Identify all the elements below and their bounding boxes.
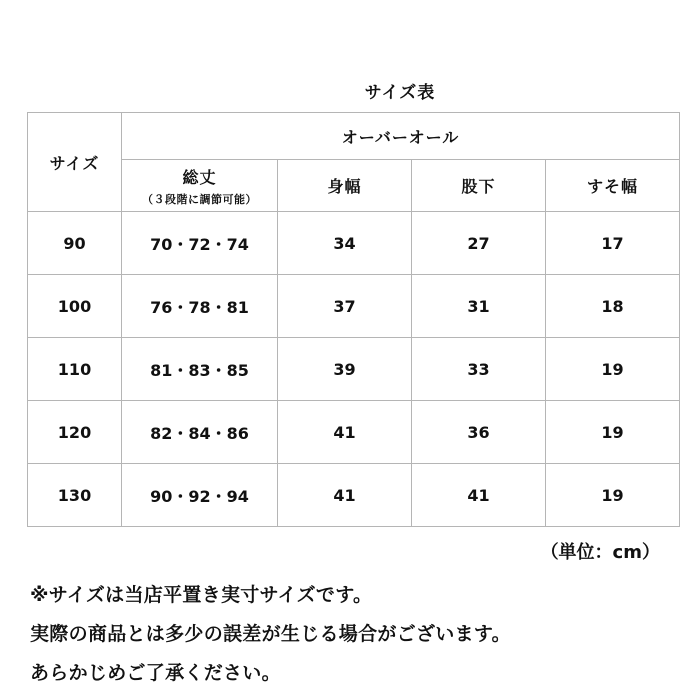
cell-inseam: 27: [412, 212, 546, 275]
table-title: サイズ表: [364, 83, 436, 103]
overall-group-header: オーバーオール: [122, 113, 680, 160]
notes-block: [30, 576, 511, 693]
cell-size: 110: [28, 338, 122, 401]
column-header-width: 身幅: [278, 160, 412, 212]
note-line: ※サイズは当店平置き実寸サイズです。: [30, 584, 373, 606]
column-header-hem: すそ幅: [546, 160, 680, 212]
cell-width: 39: [278, 338, 412, 401]
unit-label: （単位：cm）: [540, 542, 660, 563]
column-header-inseam: 股下: [412, 160, 546, 212]
cell-length: 81・83・85: [122, 338, 278, 401]
note-line: 実際の商品とは多少の誤差が生じる場合がございます。: [30, 623, 511, 645]
table-row: [28, 464, 680, 527]
cell-length: 70・72・74: [122, 212, 278, 275]
cell-size: 100: [28, 275, 122, 338]
table-row: [28, 401, 680, 464]
cell-hem: 19: [546, 401, 680, 464]
column-header-length: [122, 160, 278, 212]
cell-hem: 18: [546, 275, 680, 338]
cell-inseam: 31: [412, 275, 546, 338]
cell-width: 37: [278, 275, 412, 338]
table-row: [28, 338, 680, 401]
header-row-group: [28, 113, 680, 160]
table-row: [28, 212, 680, 275]
cell-width: 34: [278, 212, 412, 275]
column-header-length-note: （３段階に調節可能）: [142, 192, 257, 206]
cell-hem: 19: [546, 464, 680, 527]
cell-inseam: 33: [412, 338, 546, 401]
cell-inseam: 36: [412, 401, 546, 464]
cell-length: 76・78・81: [122, 275, 278, 338]
note-line: あらかじめご了承ください。: [30, 662, 281, 684]
header-row-columns: [28, 160, 680, 212]
cell-width: 41: [278, 464, 412, 527]
cell-inseam: 41: [412, 464, 546, 527]
size-column-header: サイズ: [28, 113, 122, 212]
cell-size: 90: [28, 212, 122, 275]
size-table: [27, 112, 680, 527]
cell-length: 90・92・94: [122, 464, 278, 527]
cell-size: 120: [28, 401, 122, 464]
column-header-length-label: 総丈: [182, 167, 217, 187]
cell-hem: 19: [546, 338, 680, 401]
cell-length: 82・84・86: [122, 401, 278, 464]
cell-hem: 17: [546, 212, 680, 275]
cell-size: 130: [28, 464, 122, 527]
cell-width: 41: [278, 401, 412, 464]
table-row: [28, 275, 680, 338]
